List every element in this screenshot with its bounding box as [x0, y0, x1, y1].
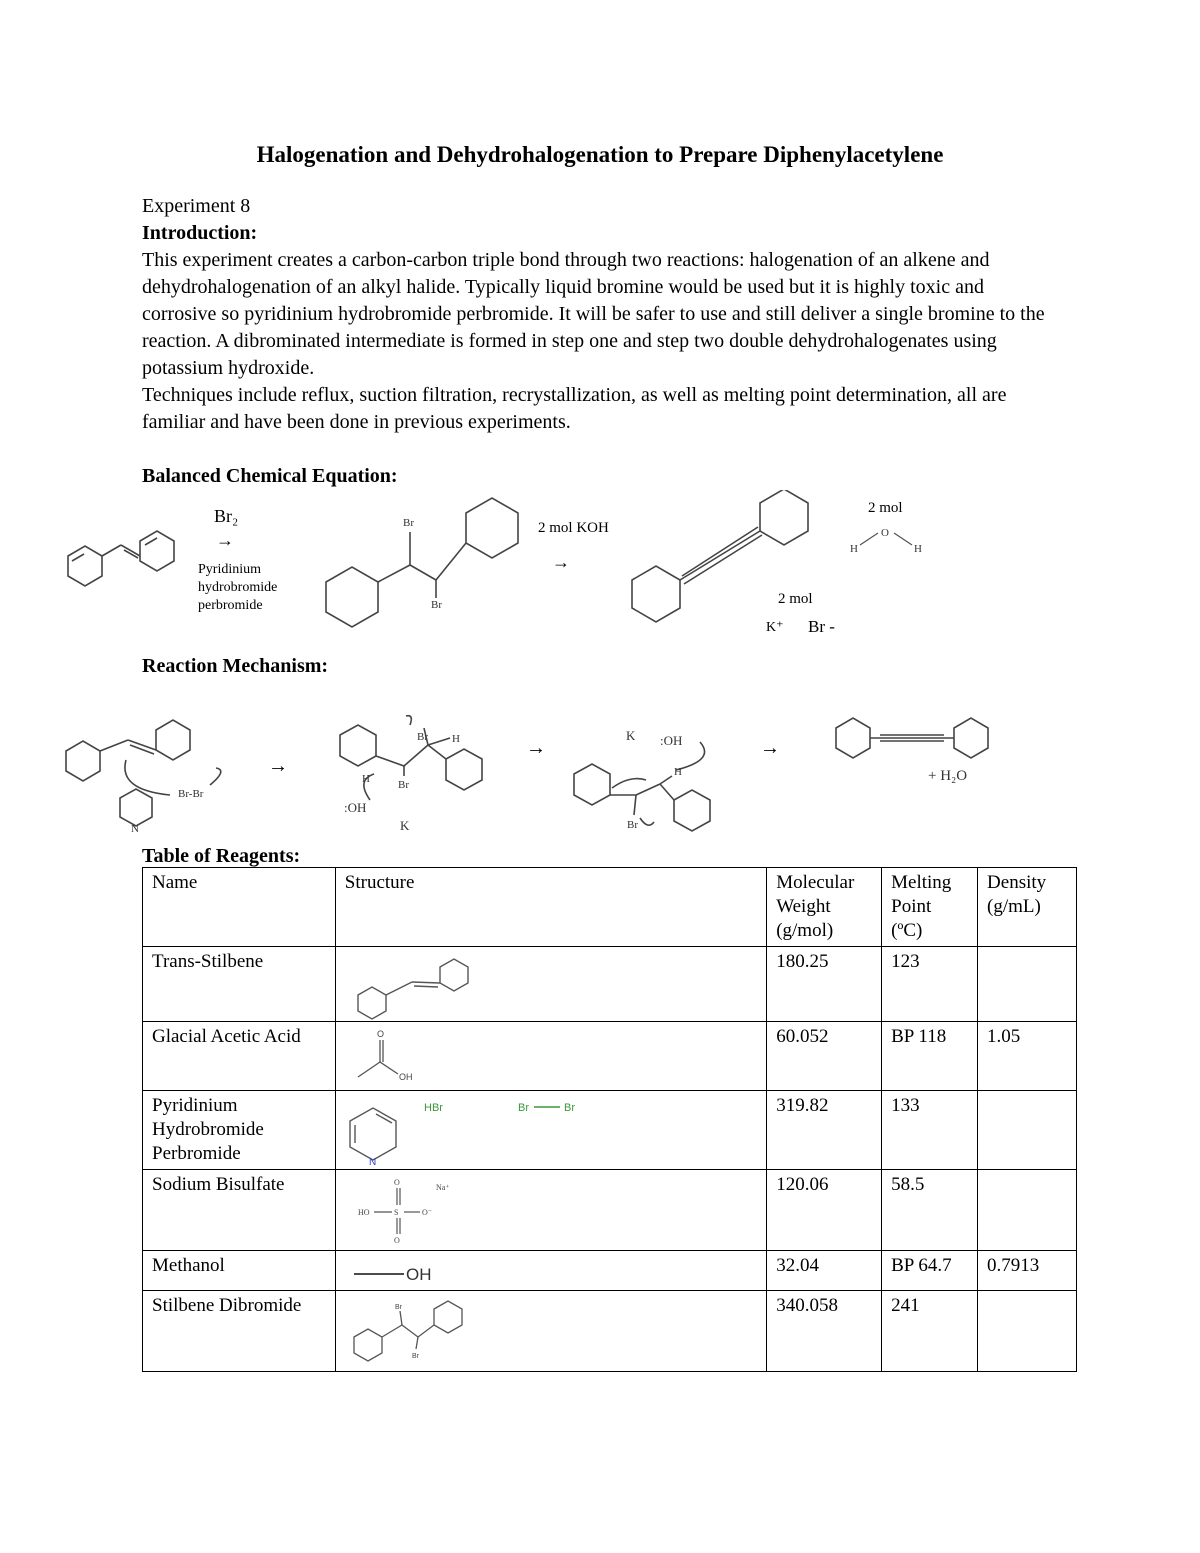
reagent-density: 1.05 [978, 1022, 1077, 1091]
reagent-name: Stilbene Dibromide [143, 1291, 336, 1372]
dibromide-br-top: Br [403, 517, 414, 529]
svg-text:Na⁺: Na⁺ [435, 1183, 450, 1192]
water-o: O [881, 527, 889, 539]
sodium-bisulfate-drawing [336, 1170, 476, 1249]
reagent-density [978, 947, 1077, 1022]
reagent-name: Trans-Stilbene [143, 947, 336, 1022]
water-mol-label: 2 mol [868, 500, 903, 516]
mech-br-2: Br [398, 779, 409, 791]
svg-text:Br: Br [411, 1353, 419, 1360]
reagent-mp: 241 [882, 1291, 978, 1372]
mechanism-heading: Reaction Mechanism: [142, 655, 329, 677]
introduction-body [142, 247, 1062, 436]
introduction-paragraph-1: This experiment creates a carbon-carbon triple bond through two reactions: halogenation of an alkene and dehydrohalogenation of an alkyl halide. Typically liquid bromine would be used but it is highly toxic and corrosive so pyridinium hydrobromide perbromide. It will be safer to use and still deliver a single bromine to the reaction. A dibrominated intermediate is formed in step one and step two double dehydrohalogenates using potassium hydroxide. [142, 249, 1045, 379]
mech-arrow-1: → [268, 755, 288, 777]
reagent-mp: BP 118 [882, 1022, 978, 1091]
svg-text:OH: OH [398, 1072, 413, 1082]
k-plus-label: K⁺ [766, 620, 784, 635]
header-density: Density (g/mL) [978, 868, 1077, 947]
svg-text:Br: Br [517, 1102, 529, 1114]
step2-arrow: → [552, 552, 570, 572]
br-minus-label: Br - [808, 617, 835, 636]
reagent-mp: BP 64.7 [882, 1251, 978, 1291]
balanced-equation-figure [0, 490, 1200, 650]
introduction-heading: Introduction: [142, 222, 258, 244]
reagent-density: 0.7913 [978, 1251, 1077, 1291]
water-h-left: H [850, 543, 858, 555]
svg-text:S: S [393, 1208, 399, 1217]
reagents-table [142, 867, 1077, 1372]
mech-h-1: H [452, 733, 460, 745]
svg-text:OH: OH [405, 1265, 432, 1284]
svg-text:HO: HO [357, 1208, 370, 1217]
mech-water: + H₂O [928, 768, 968, 784]
step1-arrow: → [216, 530, 234, 550]
trans-stilbene-structure [68, 531, 174, 586]
table-row [143, 947, 1077, 1022]
methanol-drawing [336, 1251, 476, 1289]
stilbene-dibromide-drawing [336, 1291, 486, 1370]
table-row [143, 1091, 1077, 1170]
header-melting-point: Melting Point (ºC) [882, 868, 978, 947]
reaction-mechanism-figure [0, 700, 1200, 850]
mech-h-3: H [674, 766, 682, 778]
svg-text:O: O [393, 1236, 400, 1245]
equation-heading: Balanced Chemical Equation: [142, 465, 398, 487]
reagent-line-3: perbromide [198, 598, 263, 613]
reagent-mp: 123 [882, 947, 978, 1022]
svg-text:O: O [393, 1178, 400, 1187]
mech-br-br: Br-Br [178, 788, 204, 800]
reagent-mw: 340.058 [767, 1291, 882, 1372]
acetic-acid-drawing [336, 1022, 456, 1089]
reagent-mp: 133 [882, 1091, 978, 1170]
reagent-line-1: Pyridinium [198, 562, 262, 577]
water-h-right: H [914, 543, 922, 555]
table-row [143, 1291, 1077, 1372]
table-header-row [143, 868, 1077, 947]
reagent-name: Sodium Bisulfate [143, 1170, 336, 1251]
table-row [143, 1251, 1077, 1291]
table-row [143, 1170, 1077, 1251]
svg-text:N: N [368, 1157, 376, 1168]
reagent-name: Glacial Acetic Acid [143, 1022, 336, 1091]
reagent-density [978, 1091, 1077, 1170]
mech-n: N [131, 823, 139, 835]
table-row [143, 1022, 1077, 1091]
reagent-mp: 58.5 [882, 1170, 978, 1251]
reagent-name: Methanol [143, 1251, 336, 1291]
header-structure: Structure [335, 868, 766, 947]
kbr-mol-label: 2 mol [778, 591, 813, 607]
reagent-structure [335, 1091, 766, 1170]
pyridinium-perbromide-drawing [336, 1091, 616, 1168]
reagent-structure [335, 947, 766, 1022]
reagent-mw: 32.04 [767, 1251, 882, 1291]
reagent-structure [335, 1170, 766, 1251]
svg-text:Br: Br [394, 1304, 402, 1311]
document-title: Halogenation and Dehydrohalogenation to Prepare Diphenylacetylene [256, 142, 944, 167]
svg-text:HBr: HBr [423, 1102, 443, 1114]
mech-oh-2: :OH [660, 733, 683, 748]
mech-arrow-3: → [760, 737, 780, 759]
trans-stilbene-drawing [336, 947, 496, 1020]
reagent-mw: 60.052 [767, 1022, 882, 1091]
header-molecular-weight: Molecular Weight (g/mol) [767, 868, 882, 947]
svg-text:O: O [376, 1029, 384, 1039]
mech-br-1: Br [417, 731, 428, 743]
stilbene-dibromide-structure [326, 498, 518, 627]
koh-label: 2 mol KOH [538, 520, 609, 536]
experiment-number: Experiment 8 [142, 195, 251, 217]
header-name: Name [143, 868, 336, 947]
reagent-name: Pyridinium Hydrobromide Perbromide [143, 1091, 336, 1170]
mech-br-3: Br [627, 819, 638, 831]
dibromide-br-bottom: Br [431, 599, 442, 611]
mech-k-2: K [626, 728, 636, 743]
reagent-structure [335, 1291, 766, 1372]
svg-text:O⁻: O⁻ [421, 1208, 432, 1217]
reagent-line-2: hydrobromide [198, 580, 278, 595]
table-heading: Table of Reagents: [142, 845, 301, 867]
reagent-structure [335, 1251, 766, 1291]
introduction-paragraph-2: Techniques include reflux, suction filtration, recrystallization, as well as melting point determination, all are familiar and have been done in previous experiments. [142, 384, 1007, 433]
reagent-mw: 180.25 [767, 947, 882, 1022]
mech-h-2: H [362, 773, 370, 785]
reagent-density [978, 1291, 1077, 1372]
mech-k-1: K [400, 818, 410, 833]
reagent-mw: 319.82 [767, 1091, 882, 1170]
mech-oh-1: :OH [344, 800, 367, 815]
reagent-density [978, 1170, 1077, 1251]
mech-arrow-2: → [526, 737, 546, 759]
reagent-structure [335, 1022, 766, 1091]
reagent-mw: 120.06 [767, 1170, 882, 1251]
svg-text:Br: Br [563, 1102, 575, 1114]
reagent-br2: Br₂ [214, 506, 239, 526]
